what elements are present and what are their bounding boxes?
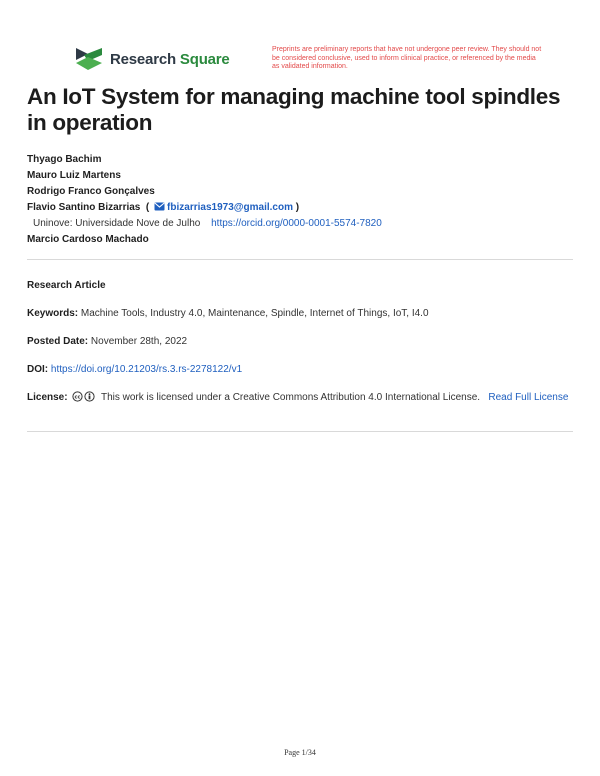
- license-label: License:: [27, 392, 68, 403]
- author-list: [27, 152, 577, 248]
- doi-label: DOI:: [27, 364, 49, 375]
- svg-text:cc: cc: [74, 394, 81, 401]
- posted-date-row: [27, 334, 573, 349]
- orcid-link[interactable]: https://orcid.org/0000-0001-5574-7820: [211, 218, 382, 229]
- doi-row: [27, 362, 573, 377]
- doi-link[interactable]: https://doi.org/10.21203/rs.3.rs-2278122/v1: [50, 364, 243, 375]
- corresponding-author: Flavio Santino Bizarrias ( fbizarrias1973@gmail.com ): [27, 202, 300, 213]
- author-name: Rodrigo Franco Gonçalves: [27, 186, 155, 197]
- author-name: Flavio Santino Bizarrias: [27, 202, 141, 213]
- research-square-logo[interactable]: [74, 46, 230, 72]
- paper-title: An IoT System for managing machine tool spindles in operation: [27, 84, 561, 135]
- posted-date-label: Posted Date:: [27, 336, 89, 347]
- license-row: [27, 390, 573, 405]
- author-name: Mauro Luiz Martens: [27, 170, 121, 181]
- divider: [27, 259, 573, 260]
- creative-commons-by-icon: [72, 391, 96, 402]
- envelope-icon: [154, 202, 165, 211]
- read-full-license-link[interactable]: Read Full License: [488, 392, 569, 403]
- posted-date-value: November 28th, 2022: [90, 336, 188, 347]
- license-text: This work is licensed under a Creative Commons Attribution 4.0 International License.: [100, 392, 481, 403]
- preprint-disclaimer: Preprints are preliminary reports that have not undergone peer review. They should not be considered conclusive, used to inform clinical practice, or referenced by the media as validated information.: [272, 46, 542, 71]
- divider: [27, 431, 573, 432]
- page-number: Page 1/34: [284, 748, 316, 757]
- author-affiliation: [27, 216, 577, 232]
- author-name: Thyago Bachim: [27, 154, 102, 165]
- article-type: Research Article: [27, 280, 106, 291]
- author-email-link[interactable]: fbizarrias1973@gmail.com: [167, 202, 293, 213]
- keywords-label: Keywords:: [27, 308, 79, 319]
- affiliation-text: Uninove: Universidade Nove de Julho: [33, 218, 201, 229]
- logo-text: Research Square: [110, 50, 230, 68]
- research-square-logo-icon: [74, 46, 104, 72]
- keywords-value: Machine Tools, Industry 4.0, Maintenance, Spindle, Internet of Things, IoT, I4.0: [80, 308, 429, 319]
- keywords-row: [27, 306, 573, 321]
- author-name: Marcio Cardoso Machado: [27, 234, 149, 245]
